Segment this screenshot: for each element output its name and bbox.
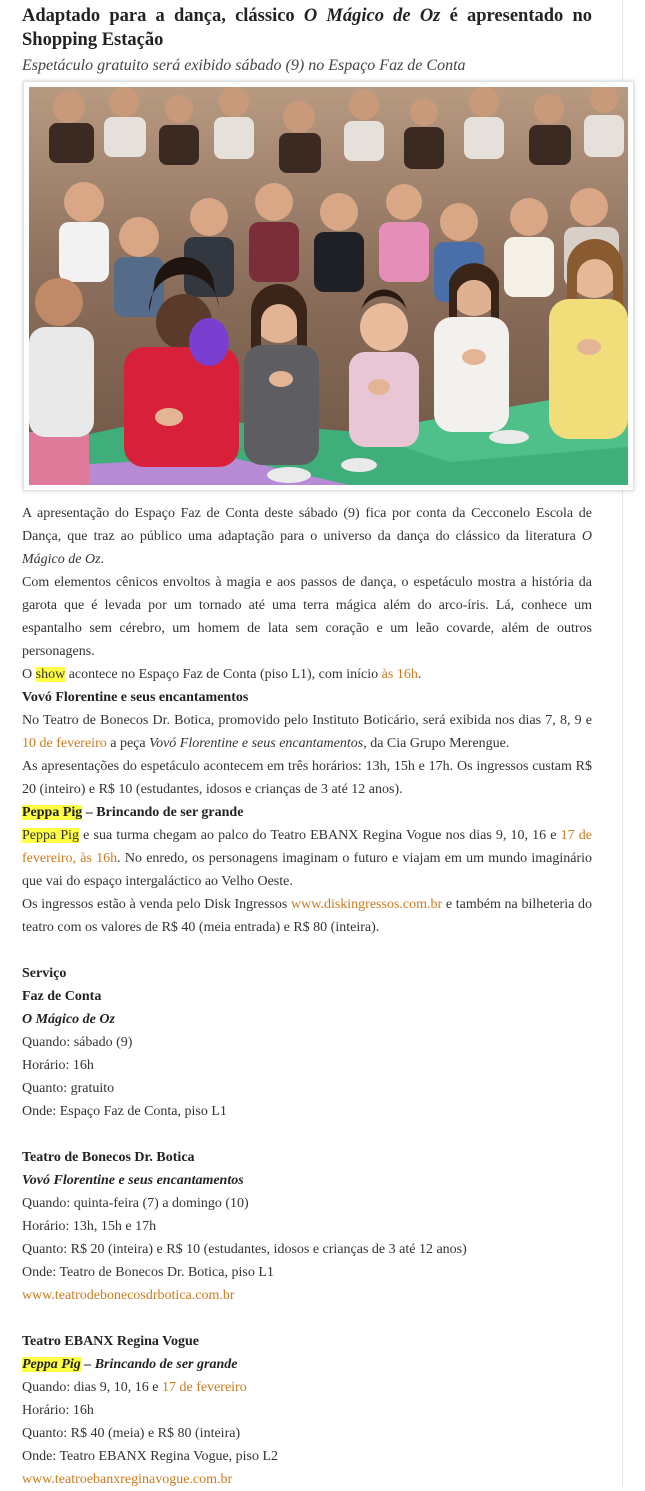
highlight-peppa: Peppa Pig xyxy=(22,828,80,843)
servico-faz-venue: Faz de Conta xyxy=(22,989,102,1004)
servico-faz-horario: Horário: 16h xyxy=(22,1058,94,1073)
highlight-show: show xyxy=(35,667,66,682)
servico-ebanx-quanto: Quanto: R$ 40 (meia) e R$ 80 (inteira) xyxy=(22,1426,241,1441)
paragraph-tickets: Os ingressos estão à venda pelo Disk Ingressos www.diskingressos.com.br e também na bilheteria do teatro com os valores de R$ 40 (meia entrada) e R$ 80 (inteira). xyxy=(22,897,593,935)
article-title: Adaptado para a dança, clássico O Mágico de Oz é apresentado no Shopping Estação xyxy=(22,6,592,50)
link-date-17-fev[interactable]: 17 de fevereiro, às 16h xyxy=(22,828,593,866)
paragraph-intro: A apresentação do Espaço Faz de Conta deste sábado (9) fica por conta da Cecconelo Escola de Dança, que traz ao público uma adaptação para o universo da dança do clássico da literatura O Mágico de Oz. xyxy=(22,506,592,567)
link-time-16h[interactable]: às 16h xyxy=(381,667,418,682)
servico-ebanx-horario: Horário: 16h xyxy=(22,1403,94,1418)
paragraph-vovo: No Teatro de Bonecos Dr. Botica, promovido pelo Instituto Boticário, será exibida nos dias 7, 8, 9 e 10 de fevereiro a peça Vovó Florentine e seus encantamentos, da Cia Grupo Merengue. xyxy=(22,713,592,751)
link-diskingressos[interactable]: www.diskingressos.com.br xyxy=(291,897,443,912)
article xyxy=(22,4,592,1491)
paragraph-vovo-times: As apresentações do espetáculo acontecem em três horários: 13h, 15h e 17h. Os ingressos custam R$ 20 (inteiro) e R$ 10 (estudantes, idosos e crianças de 3 até 12 anos). xyxy=(22,759,592,797)
link-teatro-ebanx[interactable]: www.teatroebanxreginavogue.com.br xyxy=(22,1472,233,1487)
link-teatro-bonecos[interactable]: www.teatrodebonecosdrbotica.com.br xyxy=(22,1288,235,1303)
servico-botica-quanto: Quanto: R$ 20 (inteira) e R$ 10 (estudantes, idosos e crianças de 3 até 12 anos) xyxy=(22,1242,467,1257)
servico-faz-show: O Mágico de Oz xyxy=(22,1012,115,1027)
servico-botica-horario: Horário: 13h, 15h e 17h xyxy=(22,1219,157,1234)
paragraph-story: Com elementos cênicos envoltos à magia e aos passos de dança, o espetáculo mostra a história da garota que é levada por um tornado até uma terra mágica além do arco-íris. Lá, conhece um espantalho sem cérebro, um homem de lata sem coração e um leão covarde, além de outros personagens. xyxy=(22,575,592,659)
article-photo xyxy=(23,81,634,491)
audience-illustration xyxy=(29,87,628,485)
servico-ebanx-quando: Quando: dias 9, 10, 16 e 17 de fevereiro xyxy=(22,1380,247,1395)
article-body xyxy=(22,502,592,1491)
servico-botica-venue: Teatro de Bonecos Dr. Botica xyxy=(22,1150,195,1165)
servico-ebanx-show: Peppa Pig – Brincando de ser grande xyxy=(22,1357,238,1372)
servico-faz-quando: Quando: sábado (9) xyxy=(22,1035,133,1050)
article-subtitle: Espetáculo gratuito será exibido sábado (9) no Espaço Faz de Conta xyxy=(22,57,466,74)
paragraph-peppa: Peppa Pig e sua turma chegam ao palco do Teatro EBANX Regina Vogue nos dias 9, 10, 16 e 17 de fevereiro, às 16h. No enredo, os personagens imaginam o futuro e viajam em um mundo imaginário que vai do espaço intergaláctico ao Velho Oeste. xyxy=(22,828,593,889)
link-ebanx-17-fev[interactable]: 17 de fevereiro xyxy=(161,1380,247,1395)
servico-ebanx-venue: Teatro EBANX Regina Vogue xyxy=(22,1334,199,1349)
servico-heading: Serviço xyxy=(22,966,67,981)
servico-botica-quando: Quando: quinta-feira (7) a domingo (10) xyxy=(22,1196,249,1211)
paragraph-show-time: O show acontece no Espaço Faz de Conta (piso L1), com início às 16h. xyxy=(22,667,422,682)
servico-botica-show: Vovó Florentine e seus encantamentos xyxy=(22,1173,244,1188)
servico-botica-onde: Onde: Teatro de Bonecos Dr. Botica, piso L1 xyxy=(22,1265,274,1280)
heading-vovo: Vovó Florentine e seus encantamentos xyxy=(22,690,249,705)
link-date-10-fev[interactable]: 10 de fevereiro xyxy=(22,736,107,751)
servico-faz-onde: Onde: Espaço Faz de Conta, piso L1 xyxy=(22,1104,227,1119)
servico-ebanx-onde: Onde: Teatro EBANX Regina Vogue, piso L2 xyxy=(22,1449,279,1464)
heading-peppa: Peppa Pig – Brincando de ser grande xyxy=(22,805,244,820)
servico-faz-quanto: Quanto: gratuito xyxy=(22,1081,115,1096)
audience-photo xyxy=(29,87,628,485)
